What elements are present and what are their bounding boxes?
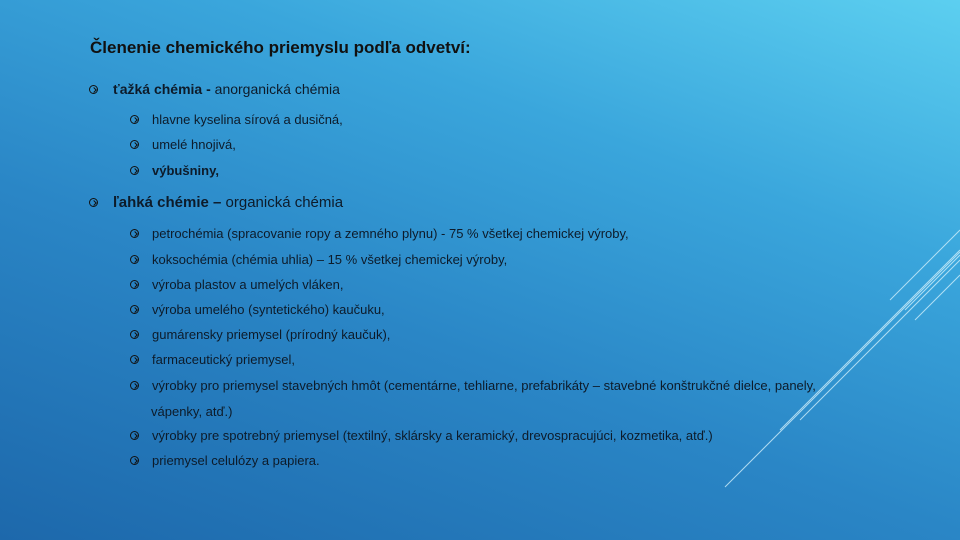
list-item-text: výrobky pre spotrebný priemysel (textilný, sklársky a keramický, drevospracujúci, kozmetika, atď.) <box>152 428 713 443</box>
chevron-circle-icon <box>130 115 139 124</box>
chevron-circle-icon <box>130 166 139 175</box>
list-item <box>130 277 343 292</box>
list-item-text: výroba umelého (syntetického) kaučuku, <box>152 302 385 317</box>
section-heading-light <box>89 194 343 211</box>
heading-bold: ťažká chémia - <box>113 81 211 97</box>
chevron-circle-icon <box>130 456 139 465</box>
chevron-circle-icon <box>130 280 139 289</box>
list-item <box>130 352 295 367</box>
list-item-text: koksochémia (chémia uhlia) – 15 % všetkej chemickej výroby, <box>152 252 508 267</box>
list-item <box>130 226 629 241</box>
chevron-circle-icon <box>130 355 139 364</box>
section-heading-heavy <box>89 81 340 97</box>
list-item-continuation: vápenky, atď.) <box>151 404 233 419</box>
list-item <box>130 163 219 178</box>
slide-title: Členenie chemického priemyslu podľa odvetví: <box>90 38 471 57</box>
list-item-text: výrobky pro priemysel stavebných hmôt (cementárne, tehliarne, prefabrikáty – stavebné konštrukčné dielce, panely, <box>152 378 816 393</box>
heading-rest: anorganická chémia <box>210 81 340 97</box>
list-item <box>130 112 343 127</box>
chevron-circle-icon <box>130 330 139 339</box>
list-item-text: gumárensky priemysel (prírodný kaučuk), <box>152 327 391 342</box>
list-item-text: výbušniny, <box>152 163 219 178</box>
chevron-circle-icon <box>130 381 139 390</box>
list-item <box>130 137 236 152</box>
heading-rest: organická chémia <box>221 194 344 211</box>
list-item-text: výroba plastov a umelých vláken, <box>152 277 344 292</box>
chevron-circle-icon <box>130 229 139 238</box>
list-item <box>130 327 390 342</box>
list-item <box>130 252 507 267</box>
list-item-text: priemysel celulózy a papiera. <box>152 453 320 468</box>
chevron-circle-icon <box>89 85 98 94</box>
heading-bold: ľahká chémie – <box>113 194 222 211</box>
list-item <box>130 428 713 443</box>
chevron-circle-icon <box>130 255 139 264</box>
chevron-circle-icon <box>130 140 139 149</box>
list-item <box>130 453 320 468</box>
list-item <box>130 302 385 317</box>
list-item-text: hlavne kyselina sírová a dusičná, <box>152 112 343 127</box>
list-item <box>130 378 816 393</box>
chevron-circle-icon <box>130 431 139 440</box>
list-item-text: farmaceutický priemysel, <box>152 352 296 367</box>
chevron-circle-icon <box>89 198 98 207</box>
list-item-text: petrochémia (spracovanie ropy a zemného plynu) - 75 % všetkej chemickej výroby, <box>152 226 629 241</box>
chevron-circle-icon <box>130 305 139 314</box>
list-item-text: umelé hnojivá, <box>152 137 236 152</box>
